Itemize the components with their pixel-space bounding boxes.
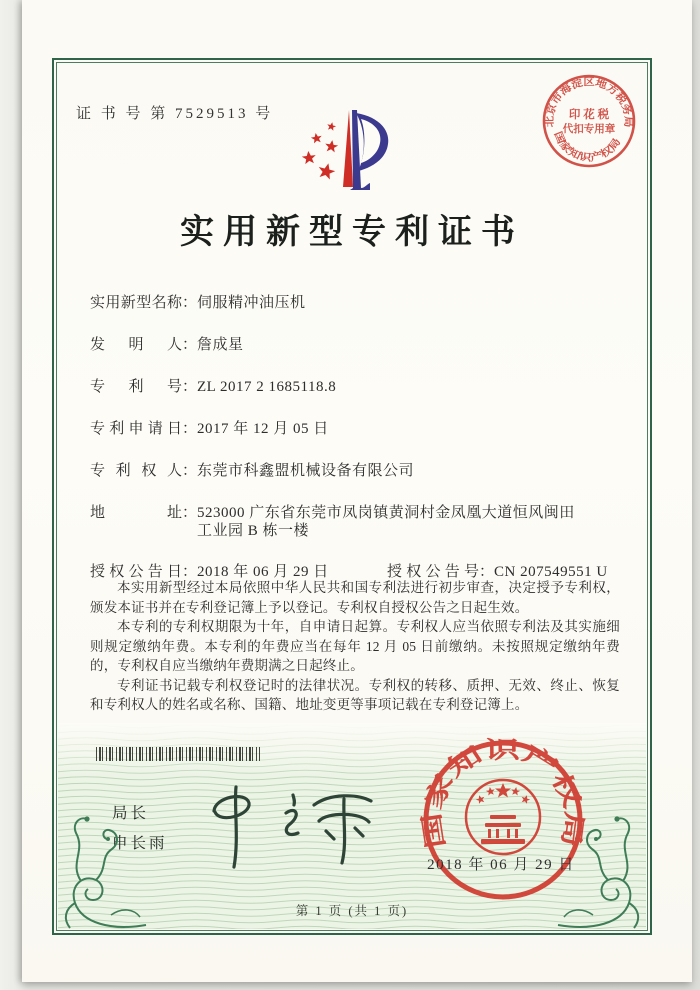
field-colon: ： bbox=[182, 463, 198, 479]
grant-date-value: 2018 年 06 月 29 日 bbox=[197, 564, 329, 580]
director-name: 申长雨 bbox=[112, 835, 168, 852]
field-colon: ： bbox=[182, 421, 198, 437]
grant-number-value: CN 207549551 U bbox=[494, 564, 608, 580]
field-label: 地址 bbox=[90, 505, 182, 521]
field-row-filing-date bbox=[90, 420, 620, 439]
certificate-paper bbox=[22, 0, 692, 982]
field-label: 专利号 bbox=[90, 379, 182, 395]
field-value: 2017 年 12 月 05 日 bbox=[197, 421, 329, 437]
tax-stamp-center-line2: 代扣专用章 bbox=[562, 124, 616, 135]
field-value bbox=[197, 504, 575, 540]
tax-stamp-bottom-text: 国家知识产权局 bbox=[551, 130, 622, 164]
certificate-number: 证 书 号 第 7529513 号 bbox=[76, 106, 274, 122]
field-colon: ： bbox=[182, 564, 198, 580]
field-row-patentee bbox=[90, 462, 620, 481]
tax-stamp-top-text: 北京市海淀区地方税务局 bbox=[544, 77, 634, 128]
director-signature bbox=[198, 781, 388, 875]
legal-paragraph-2: 本专利的专利权期限为十年，自申请日起算。专利权人应当依照专利法及其实施细则规定缴纳年费。本专利的年费应当在每年 12 月 05 日前缴纳。未按照规定缴纳年费的，专利权自应当缴纳年费期满之日起终止。 bbox=[90, 619, 620, 673]
field-colon: ： bbox=[182, 505, 198, 521]
director-title: 局长 bbox=[112, 805, 150, 822]
field-colon: ： bbox=[479, 564, 495, 580]
seal-date: 2018 年 06 月 29 日 bbox=[427, 857, 575, 873]
field-colon: ： bbox=[182, 379, 198, 395]
legal-text-block bbox=[90, 578, 620, 715]
stamp-tax-withholding-seal bbox=[540, 72, 638, 170]
national-emblem-icon bbox=[466, 780, 540, 854]
field-colon: ： bbox=[182, 295, 198, 311]
field-row-name bbox=[90, 294, 620, 313]
barcode bbox=[96, 747, 260, 761]
field-row-address bbox=[90, 504, 620, 540]
guilloche-band bbox=[58, 723, 646, 929]
field-value: ZL 2017 2 1685118.8 bbox=[197, 379, 337, 395]
field-row-patent-number bbox=[90, 378, 620, 397]
seal-ring-text: 国家知识产权局 bbox=[420, 737, 587, 850]
field-value: 东莞市科鑫盟机械设备有限公司 bbox=[197, 463, 415, 479]
address-line1: 523000 广东省东莞市凤岗镇黄洞村金凤凰大道恒风闽田 bbox=[197, 505, 575, 521]
address-line2: 工业园 B 栋一楼 bbox=[197, 523, 310, 539]
field-label: 实用新型名称 bbox=[90, 295, 182, 311]
field-label: 授权公告日 bbox=[90, 564, 182, 580]
field-label: 授权公告号 bbox=[387, 564, 479, 580]
certificate-fields bbox=[90, 294, 620, 582]
field-label: 专利权人 bbox=[90, 463, 182, 479]
field-row-inventor bbox=[90, 336, 620, 355]
field-colon: ： bbox=[182, 337, 198, 353]
tax-stamp-center-line1: 印 花 税 bbox=[568, 109, 610, 121]
legal-paragraph-1: 本实用新型经过本局依照中华人民共和国专利法进行初步审查，决定授予专利权，颁发本证书并在专利登记簿上予以登记。专利权自授权公告之日起生效。 bbox=[90, 580, 620, 615]
page-number-footer: 第 1 页 (共 1 页) bbox=[295, 904, 409, 918]
legal-paragraph-3: 专利证书记载专利权登记时的法律状况。专利权的转移、质押、无效、终止、恢复和专利权人的姓名或名称、国籍、地址变更等事项记载在专利登记簿上。 bbox=[90, 677, 620, 712]
field-value: 詹成星 bbox=[197, 337, 244, 353]
certificate-title: 实用新型专利证书 bbox=[180, 214, 524, 251]
field-value: 伺服精冲油压机 bbox=[197, 295, 306, 311]
certificate-frame bbox=[52, 58, 652, 935]
cnipa-patent-logo-icon bbox=[292, 104, 406, 204]
field-label: 发明人 bbox=[90, 337, 182, 353]
field-label: 专利申请日 bbox=[90, 421, 182, 437]
